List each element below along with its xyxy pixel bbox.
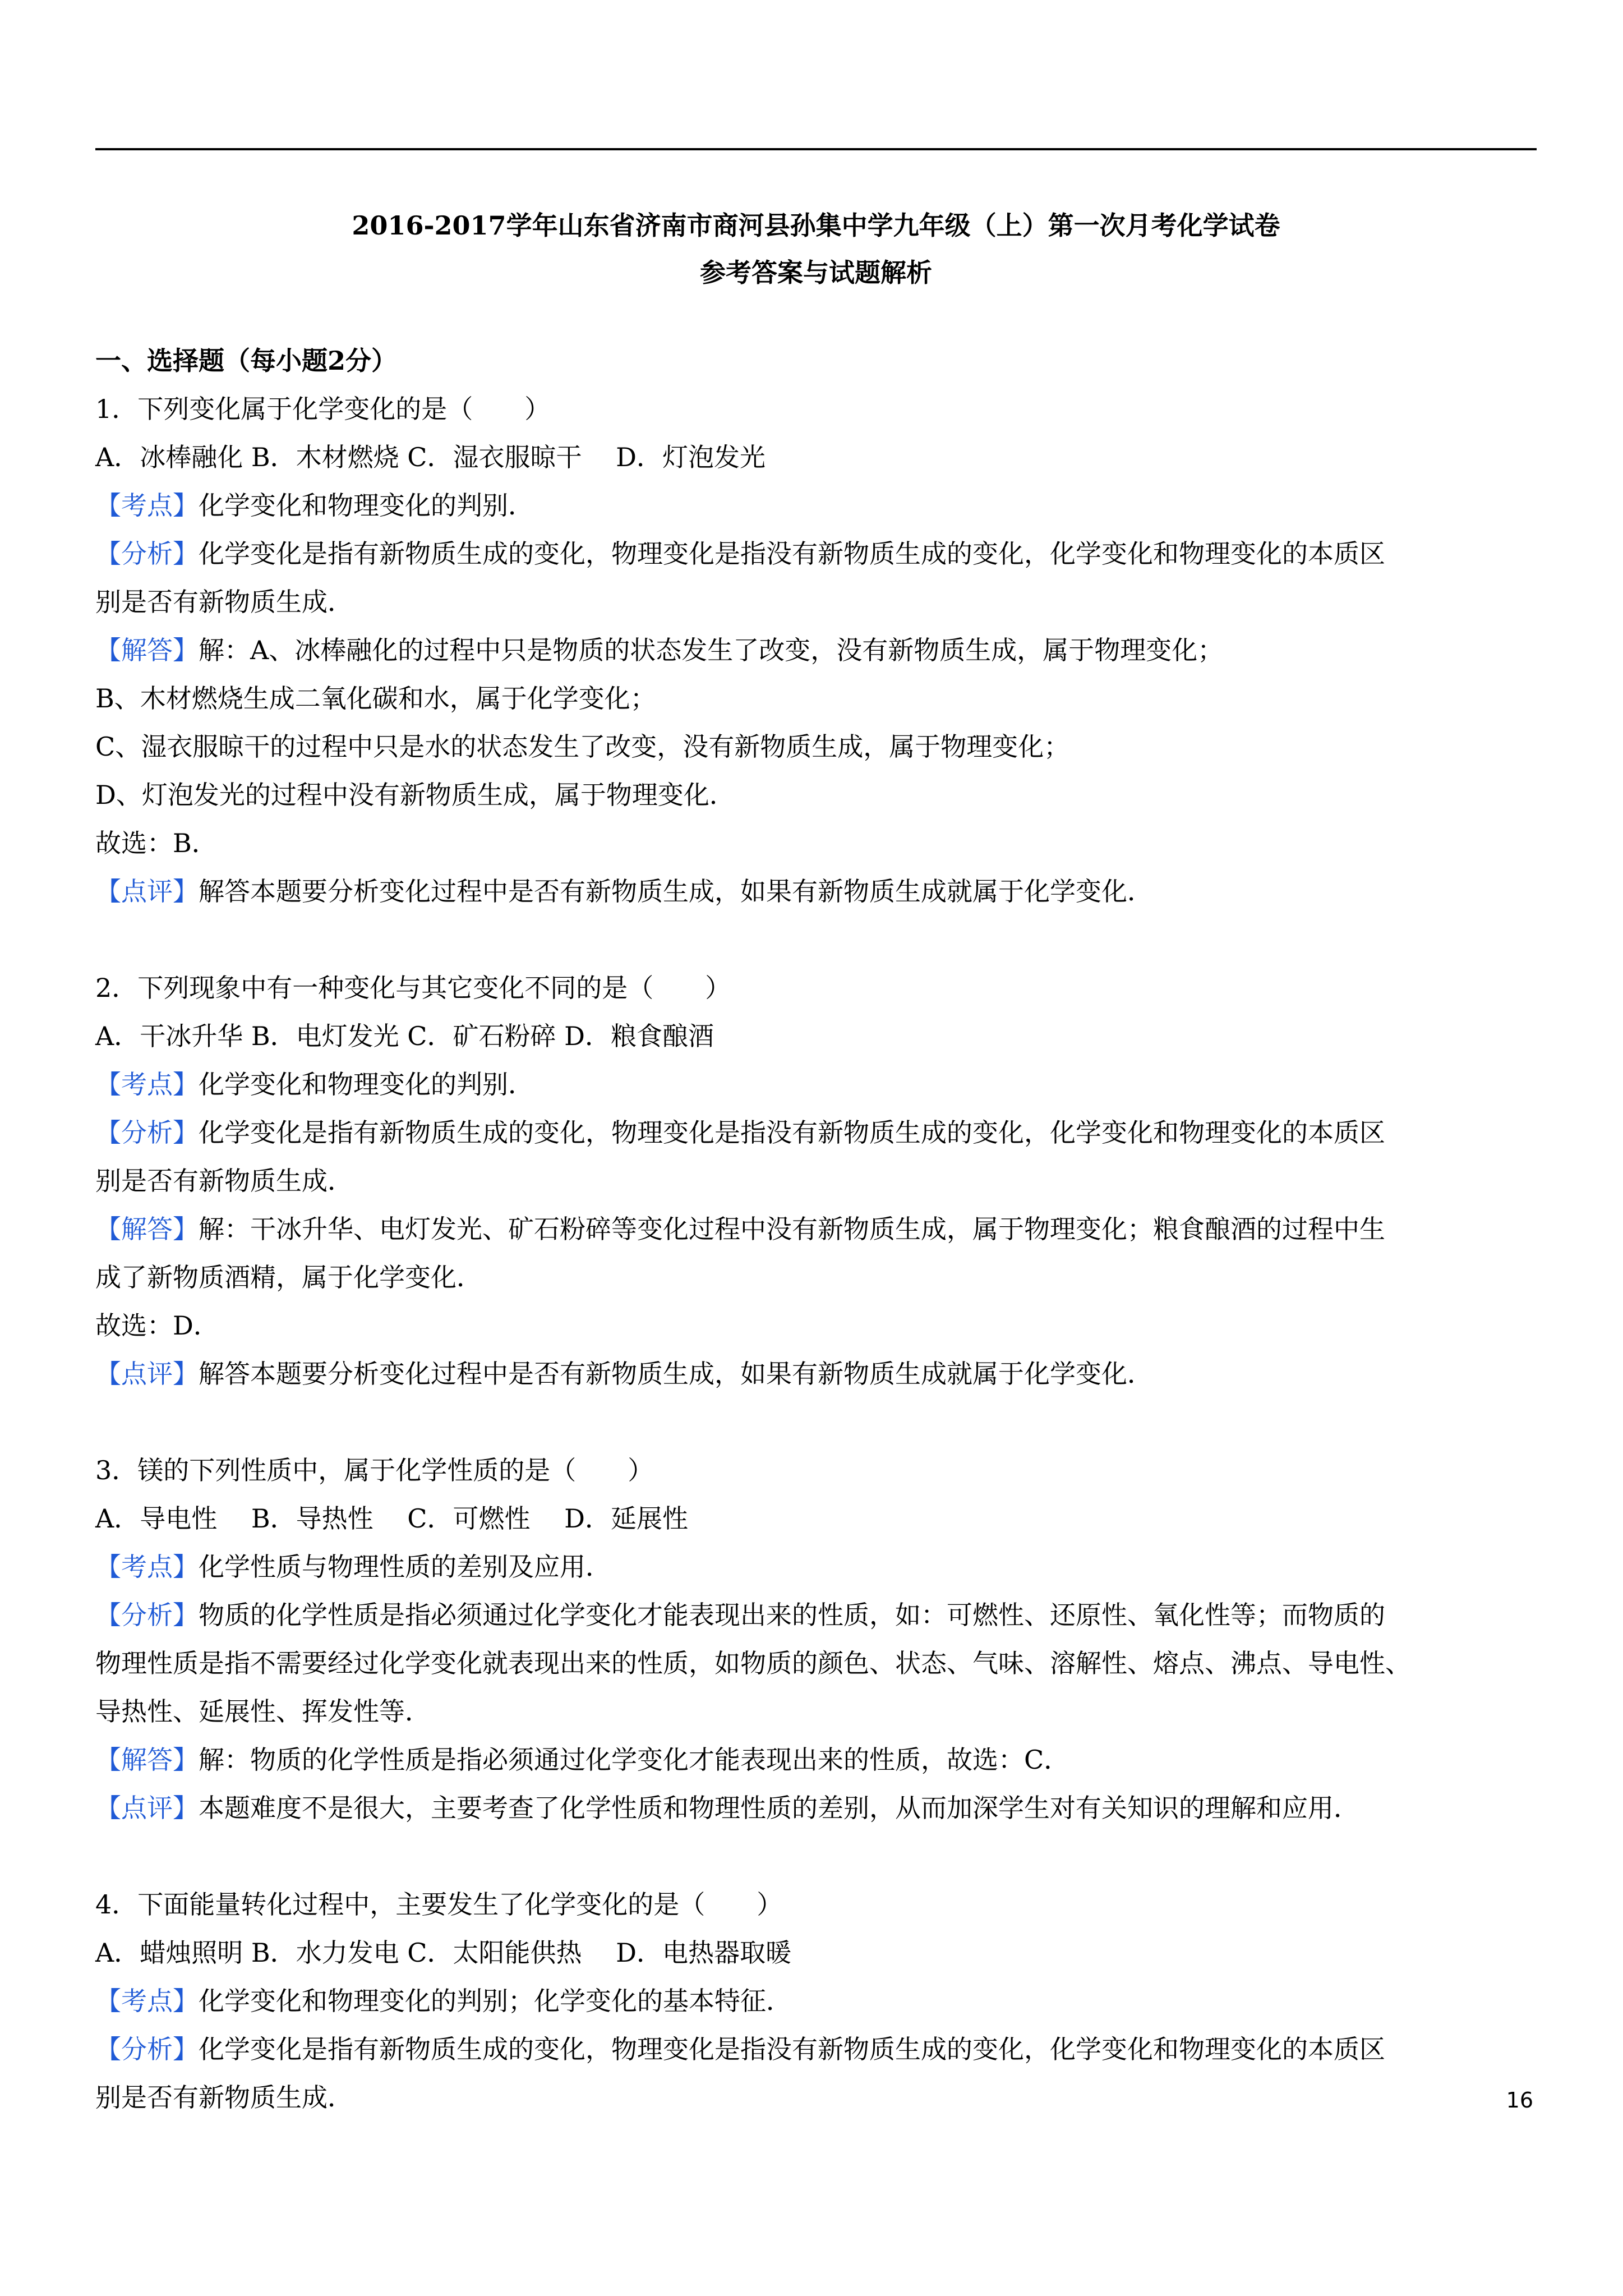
jieda-tag: 【解答】 — [95, 1214, 199, 1244]
kaodian-text: 化学变化和物理变化的判别；化学变化的基本特征． — [199, 1986, 792, 2016]
fenxi-text-cont: 别是否有新物质生成． — [95, 587, 353, 617]
question-4 — [95, 1880, 1542, 2122]
question-stem: 3．镁的下列性质中，属于化学性质的是（ ） — [95, 1455, 654, 1485]
fenxi-text: 化学变化是指有新物质生成的变化，物理变化是指没有新物质生成的变化，化学变化和物理变化的本质区 — [199, 1117, 1385, 1148]
jieda-answer: 故选：D． — [95, 1310, 219, 1341]
dianping-line — [95, 1784, 1542, 1832]
fenxi-text-cont: 别是否有新物质生成． — [95, 1166, 353, 1196]
document-body — [95, 337, 1542, 2122]
fenxi-tag: 【分析】 — [95, 1117, 199, 1148]
jieda-line — [95, 1736, 1542, 1784]
question-2 — [95, 964, 1542, 1398]
kaodian-line — [95, 1060, 1542, 1108]
fenxi-text: 物质的化学性质是指必须通过化学变化才能表现出来的性质，如：可燃性、还原性、氧化性等；而物质的 — [199, 1600, 1385, 1630]
section-title: 一、选择题（每小题2分） — [95, 346, 398, 376]
fenxi-line — [95, 1108, 1542, 1157]
fenxi-text-cont: 别是否有新物质生成． — [95, 2082, 353, 2113]
fenxi-tag: 【分析】 — [95, 2034, 199, 2064]
page-title: 2016-2017学年山东省济南市商河县孙集中学九年级（上）第一次月考化学试卷 — [352, 210, 1280, 241]
jieda-text-cont: B、木材燃烧生成二氧化碳和水，属于化学变化； — [95, 683, 656, 714]
question-1 — [95, 385, 1542, 915]
dianping-line — [95, 867, 1542, 915]
dianping-text: 解答本题要分析变化过程中是否有新物质生成，如果有新物质生成就属于化学变化． — [199, 876, 1153, 907]
spacer — [95, 1832, 1542, 1880]
jieda-line — [95, 1205, 1542, 1253]
question-stem: 1．下列变化属于化学变化的是（ ） — [95, 394, 551, 424]
fenxi-text-cont: 物理性质是指不需要经过化学变化就表现出来的性质，如物质的颜色、状态、气味、溶解性、熔点、沸点、导电性、 — [95, 1648, 1411, 1678]
dianping-tag: 【点评】 — [95, 1359, 199, 1389]
page-subtitle: 参考答案与试题解析 — [700, 257, 932, 288]
question-options: A．冰棒融化 B．木材燃烧 C．湿衣服晾干 D．灯泡发光 — [95, 442, 766, 472]
fenxi-text: 化学变化是指有新物质生成的变化，物理变化是指没有新物质生成的变化，化学变化和物理变化的本质区 — [199, 539, 1385, 569]
kaodian-text: 化学变化和物理变化的判别． — [199, 1069, 534, 1099]
dianping-text: 本题难度不是很大，主要考查了化学性质和物理性质的差别，从而加深学生对有关知识的理解和应用． — [199, 1793, 1359, 1823]
jieda-text-cont: C、湿衣服晾干的过程中只是水的状态发生了改变，没有新物质生成，属于物理变化； — [95, 731, 1070, 762]
jieda-line — [95, 626, 1542, 674]
question-options: A．干冰升华 B．电灯发光 C．矿石粉碎 D．粮食酿酒 — [95, 1021, 714, 1051]
page-number: 16 — [1506, 2088, 1533, 2113]
kaodian-line — [95, 1543, 1542, 1591]
dianping-tag: 【点评】 — [95, 1793, 199, 1823]
question-options: A．导电性 B．导热性 C．可燃性 D．延展性 — [95, 1503, 688, 1534]
fenxi-tag: 【分析】 — [95, 1600, 199, 1630]
question-stem: 4．下面能量转化过程中，主要发生了化学变化的是（ ） — [95, 1889, 783, 1920]
dianping-text: 解答本题要分析变化过程中是否有新物质生成，如果有新物质生成就属于化学变化． — [199, 1359, 1153, 1389]
spacer — [95, 915, 1542, 964]
kaodian-text: 化学性质与物理性质的差别及应用． — [199, 1552, 611, 1582]
jieda-text-cont: D、灯泡发光的过程中没有新物质生成，属于物理变化． — [95, 780, 735, 810]
fenxi-line — [95, 530, 1542, 578]
kaodian-line — [95, 1977, 1542, 2025]
kaodian-tag: 【考点】 — [95, 490, 199, 521]
kaodian-tag: 【考点】 — [95, 1069, 199, 1099]
question-stem: 2．下列现象中有一种变化与其它变化不同的是（ ） — [95, 973, 731, 1003]
jieda-text: 解：干冰升华、电灯发光、矿石粉碎等变化过程中没有新物质生成，属于物理变化；粮食酿酒的过程中生 — [199, 1214, 1385, 1244]
jieda-tag: 【解答】 — [95, 635, 199, 665]
question-3 — [95, 1446, 1542, 1832]
jieda-text: 解：A、冰棒融化的过程中只是物质的状态发生了改变，没有新物质生成，属于物理变化； — [199, 635, 1224, 665]
kaodian-line — [95, 481, 1542, 530]
jieda-text-cont: 成了新物质酒精，属于化学变化． — [95, 1262, 482, 1292]
question-options: A．蜡烛照明 B．水力发电 C．太阳能供热 D．电热器取暖 — [95, 1938, 791, 1968]
jieda-answer: 故选：B． — [95, 828, 218, 858]
fenxi-tag: 【分析】 — [95, 539, 199, 569]
dianping-line — [95, 1350, 1542, 1398]
jieda-text: 解：物质的化学性质是指必须通过化学变化才能表现出来的性质，故选：C． — [199, 1745, 1070, 1775]
fenxi-text: 化学变化是指有新物质生成的变化，物理变化是指没有新物质生成的变化，化学变化和物理变化的本质区 — [199, 2034, 1385, 2064]
kaodian-text: 化学变化和物理变化的判别． — [199, 490, 534, 521]
fenxi-line — [95, 2025, 1542, 2073]
dianping-tag: 【点评】 — [95, 876, 199, 907]
spacer — [95, 1398, 1542, 1446]
fenxi-text-cont: 导热性、延展性、挥发性等． — [95, 1696, 431, 1727]
kaodian-tag: 【考点】 — [95, 1986, 199, 2016]
jieda-tag: 【解答】 — [95, 1745, 199, 1775]
header-rule — [95, 148, 1537, 150]
kaodian-tag: 【考点】 — [95, 1552, 199, 1582]
fenxi-line — [95, 1591, 1542, 1639]
